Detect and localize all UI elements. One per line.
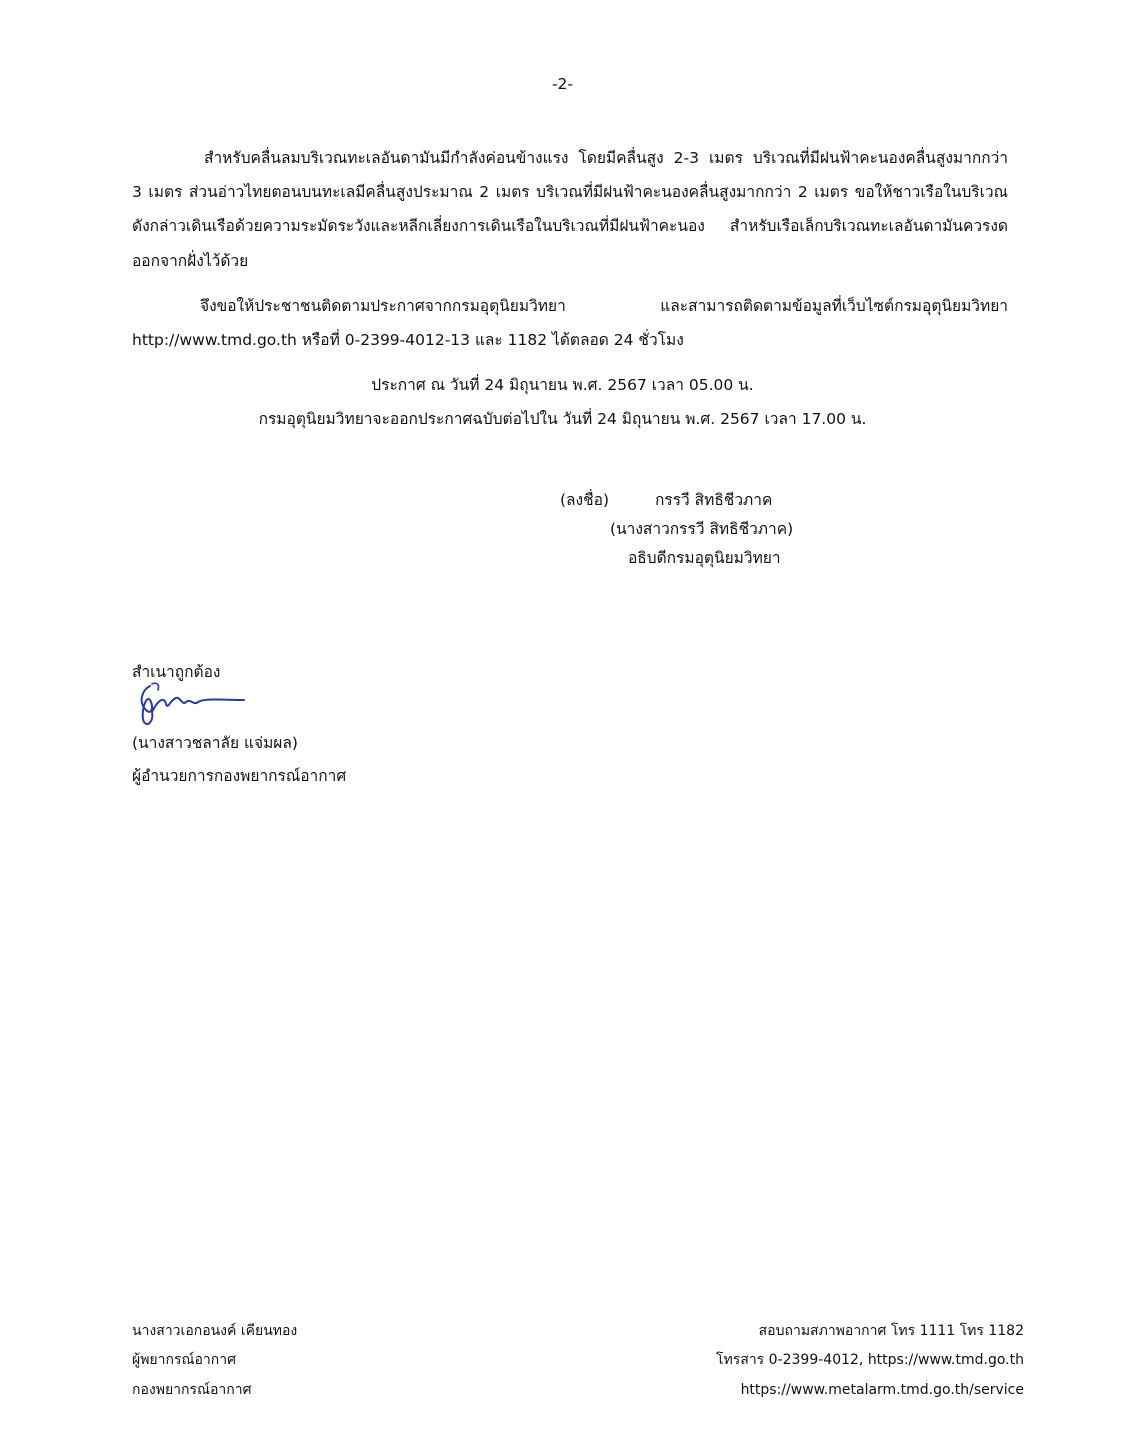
paragraph-line: ดังกล่าวเดินเรือด้วยความระมัดระวังและหลีกเลี่ยงการเดินเรือในบริเวณที่มีฝนฟ้าคะนอง สำหรับเรือเล็กบริเวณทะเลอันดามันควรงด <box>132 217 1008 235</box>
announcement-issued: ประกาศ ณ วันที่ 24 มิถุนายน พ.ศ. 2567 เวลา 05.00 น. <box>371 376 754 394</box>
paragraph-line: สำหรับคลื่นลมบริเวณทะเลอันดามันมีกำลังค่อนข้างแรง โดยมีคลื่นสูง 2-3 เมตร บริเวณที่มีฝนฟ้าคะนองคลื่นสูงมากกว่า <box>204 149 1008 167</box>
certifier-position: ผู้อำนวยการกองพยากรณ์อากาศ <box>132 767 347 785</box>
signer-position: อธิบดีกรมอุตุนิยมวิทยา <box>628 549 781 567</box>
signed-label: (ลงชื่อ) <box>560 491 609 509</box>
paragraph-line: ออกจากฝั่งไว้ด้วย <box>132 252 249 270</box>
certifier-name: (นางสาวชลาลัย แจ่มผล) <box>132 734 298 752</box>
footer-left-line: กองพยากรณ์อากาศ <box>132 1382 252 1398</box>
footer-right-line: สอบถามสภาพอากาศ โทร 1111 โทร 1182 <box>758 1323 1024 1339</box>
footer-left-line: นางสาวเอกอนงค์ เคียนทอง <box>132 1323 298 1339</box>
certified-copy-label: สำเนาถูกต้อง <box>132 663 221 681</box>
paragraph-line: http://www.tmd.go.th หรือที่ 0-2399-4012-13 และ 1182 ได้ตลอด 24 ชั่วโมง <box>132 331 684 349</box>
footer-right-line: https://www.metalarm.tmd.go.th/service <box>740 1382 1024 1398</box>
signer-full-name: (นางสาวกรรวี สิทธิชีวภาค) <box>610 520 794 538</box>
signed-name: กรรวี สิทธิชีวภาค <box>655 491 773 509</box>
handwritten-signature <box>132 680 252 730</box>
paragraph-line: จึงขอให้ประชาชนติดตามประกาศจากกรมอุตุนิยมวิทยา และสามารถติดตามข้อมูลที่เว็บไซต์กรมอุตุนิยมวิทยา <box>200 297 1008 315</box>
footer-left-line: ผู้พยากรณ์อากาศ <box>132 1352 236 1368</box>
paragraph-line: 3 เมตร ส่วนอ่าวไทยตอนบนทะเลมีคลื่นสูงประมาณ 2 เมตร บริเวณที่มีฝนฟ้าคะนองคลื่นสูงมากกว่า 2 เมตร ขอให้ชาวเรือในบริเวณ <box>132 183 1008 201</box>
page-number: -2- <box>551 75 574 93</box>
footer-right-line: โทรสาร 0-2399-4012, https://www.tmd.go.th <box>716 1352 1024 1368</box>
announcement-next: กรมอุตุนิยมวิทยาจะออกประกาศฉบับต่อไปใน วันที่ 24 มิถุนายน พ.ศ. 2567 เวลา 17.00 น. <box>258 410 867 428</box>
